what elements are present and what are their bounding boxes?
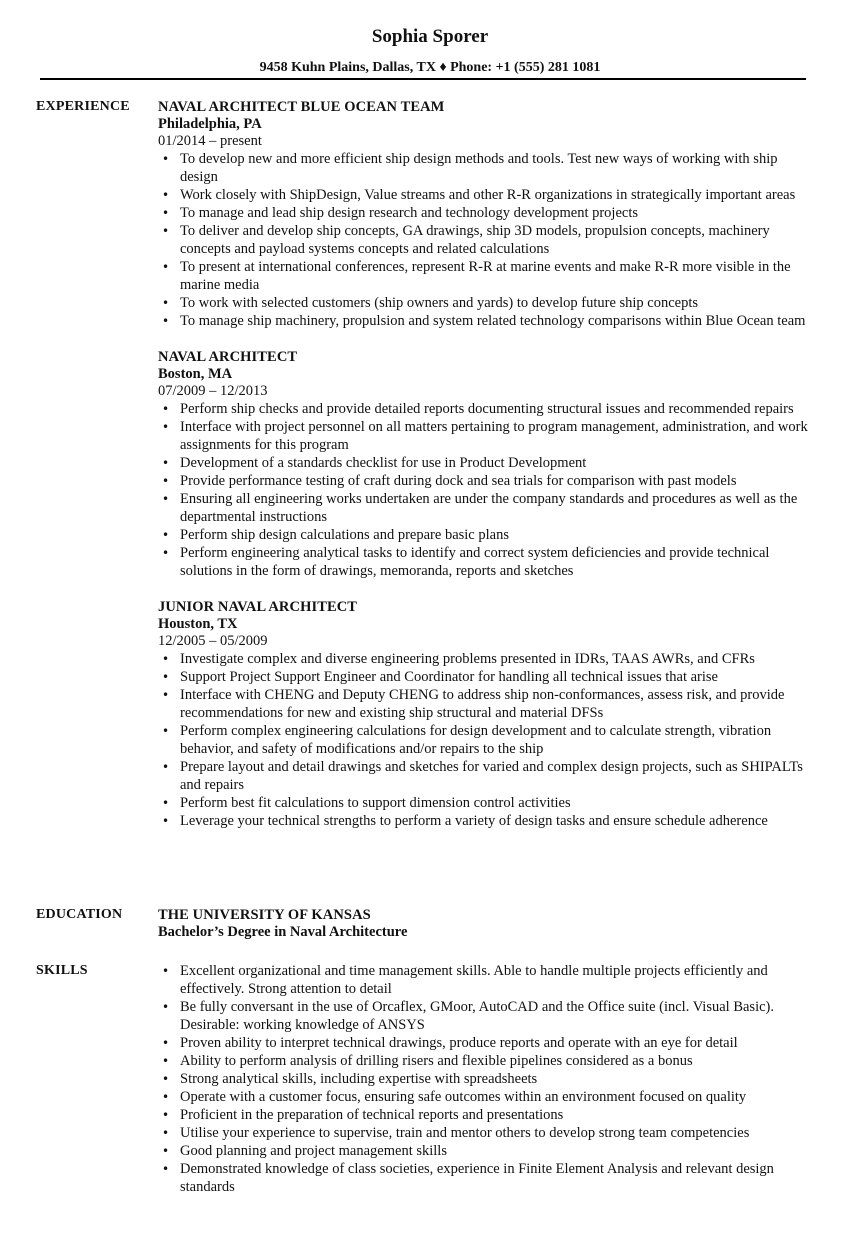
job-bullet: • Interface with CHENG and Deputy CHENG to address ship non-conformances, assess risk, and provide recommendations for new and existing ship structural and material DFSs (180, 686, 813, 722)
degree: Bachelor’s Degree in Naval Architecture (158, 924, 408, 940)
job-bullet: • To present at international conferences, represent R-R at marine events and make R-R more visible in the marine media (180, 258, 813, 294)
skills-list (158, 962, 813, 1196)
candidate-name: Sophia Sporer (371, 26, 489, 47)
job-bullet: • Work closely with ShipDesign, Value streams and other R-R organizations in strategically important areas (180, 186, 813, 204)
skill-item: • Be fully conversant in the use of Orcaflex, GMoor, AutoCAD and the Office suite (incl. Visual Basic). Desirable: working knowledge of ANSYS (180, 998, 813, 1034)
skill-item: • Proficient in the preparation of technical reports and presentations (180, 1106, 813, 1124)
job-bullet: • Perform ship checks and provide detailed reports documenting structural issues and recommended repairs (180, 400, 813, 418)
job-dates: 12/2005 – 05/2009 (158, 633, 268, 649)
job-location: Houston, TX (158, 616, 238, 632)
skill-item: • Ability to perform analysis of drilling risers and flexible pipelines considered as a bonus (180, 1052, 813, 1070)
job-bullet: • Investigate complex and diverse engineering problems presented in IDRs, TAAS AWRs, and CFRs (180, 650, 813, 668)
job-bullet: • Interface with project personnel on all matters pertaining to program management, administration, and work assignments for this program (180, 418, 813, 454)
job-bullets (158, 650, 813, 830)
skill-item: • Utilise your experience to supervise, train and mentor others to develop strong team competencies (180, 1124, 813, 1142)
job-location: Philadelphia, PA (158, 116, 262, 132)
skill-item: • Demonstrated knowledge of class societies, experience in Finite Element Analysis and relevant design standards (180, 1160, 813, 1196)
resume-header (0, 24, 860, 77)
job-bullet: • Support Project Support Engineer and Coordinator for handling all technical issues that arise (180, 668, 813, 686)
job-entry (158, 598, 813, 830)
job-bullet: • Perform ship design calculations and prepare basic plans (180, 526, 813, 544)
job-bullet: • Perform engineering analytical tasks to identify and correct system deficiencies and provide technical solutions in the form of drawings, memoranda, reports and sketches (180, 544, 813, 580)
job-bullets (158, 150, 813, 330)
job-bullet: • To manage ship machinery, propulsion and system related technology comparisons within Blue Ocean team (180, 312, 813, 330)
skill-item: • Good planning and project management skills (180, 1142, 813, 1160)
job-title: NAVAL ARCHITECT (158, 349, 298, 365)
job-bullet: • Development of a standards checklist for use in Product Development (180, 454, 813, 472)
job-bullet: • Ensuring all engineering works undertaken are under the company standards and procedures as well as the departmental instructions (180, 490, 813, 526)
header-divider (40, 78, 806, 80)
job-bullet: • To develop new and more efficient ship design methods and tools. Test new ways of working with ship design (180, 150, 813, 186)
job-title: JUNIOR NAVAL ARCHITECT (158, 599, 358, 615)
job-bullet: • Leverage your technical strengths to perform a variety of design tasks and ensure schedule adherence (180, 812, 813, 830)
school-name: THE UNIVERSITY OF KANSAS (158, 907, 371, 923)
job-bullet: • Perform best fit calculations to support dimension control activities (180, 794, 813, 812)
contact-line: 9458 Kuhn Plains, Dallas, TX ♦ Phone: +1 (555) 281 1081 (259, 60, 601, 75)
skill-item: • Excellent organizational and time management skills. Able to handle multiple projects efficiently and effectively. Strong attention to detail (180, 962, 813, 998)
skill-item: • Operate with a customer focus, ensuring safe outcomes within an environment focused on quality (180, 1088, 813, 1106)
skill-item: • Strong analytical skills, including expertise with spreadsheets (180, 1070, 813, 1088)
job-entry (158, 348, 813, 580)
job-bullet: • Perform complex engineering calculations for design development and to calculate strength, vibration behavior, and safety of modifications and/or repairs to the ship (180, 722, 813, 758)
section-label-education: EDUCATION (36, 907, 123, 922)
job-location: Boston, MA (158, 366, 233, 382)
section-label-experience: EXPERIENCE (36, 99, 130, 114)
job-dates: 01/2014 – present (158, 133, 262, 149)
job-bullet: • To deliver and develop ship concepts, GA drawings, ship 3D models, propulsion concepts, machinery concepts and payload systems concepts and related calculations (180, 222, 813, 258)
job-bullet: • To manage and lead ship design research and technology development projects (180, 204, 813, 222)
job-entry (158, 98, 813, 330)
job-bullet: • To work with selected customers (ship owners and yards) to develop future ship concepts (180, 294, 813, 312)
skill-item: • Proven ability to interpret technical drawings, produce reports and operate with an eye for detail (180, 1034, 813, 1052)
section-label-skills: SKILLS (36, 963, 88, 978)
job-bullets (158, 400, 813, 580)
job-dates: 07/2009 – 12/2013 (158, 383, 268, 399)
job-title: NAVAL ARCHITECT BLUE OCEAN TEAM (158, 99, 445, 115)
job-bullet: • Prepare layout and detail drawings and sketches for varied and complex design projects, such as SHIPALTs and repairs (180, 758, 813, 794)
job-bullet: • Provide performance testing of craft during dock and sea trials for comparison with past models (180, 472, 813, 490)
